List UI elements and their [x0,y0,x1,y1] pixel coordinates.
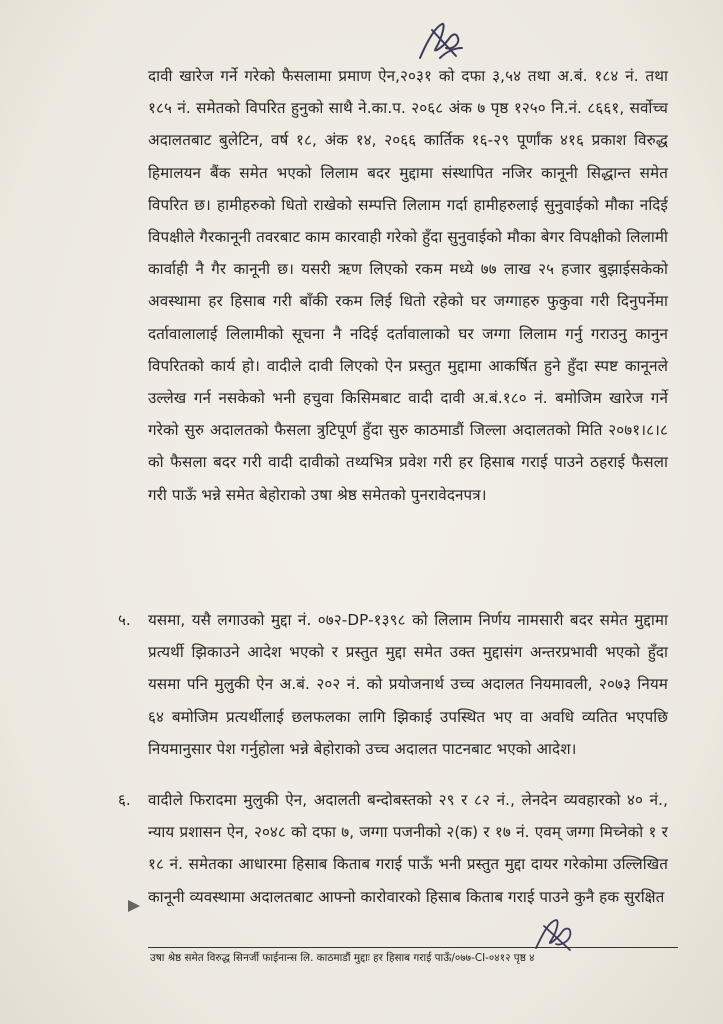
page-footer: उषा श्रेष्ठ समेत विरुद्ध सिनर्जी फाईनान्स लि. काठमाडौं मुद्दाः हर हिसाब गराई पाऊँ/०७७-CI-०४१२ पृष्ठ ४ [150,952,535,964]
paragraph-continued: दावी खारेज गर्ने गरेको फैसलामा प्रमाण ऐन,२०३१ को दफा ३,५४ तथा अ.बं. १८४ नं. तथा १८५ नं. समेतको विपरित हुनुको साथै ने.का.प. २०६८ अंक ७ पृष्ठ १२५० नि.नं. ८६६१, सर्वोच्च अदालतबाट बुलेटिन, वर्ष १८, अंक १४, २०६६ कार्तिक १६-२९ पूर्णांक ४१६ प्रकाश विरुद्ध हिमालयन बैंक समेत भएको लिलाम बदर मुद्दामा संस्थापित नजिर कानूनी सिद्धान्त समेत विपरित छ। हामीहरुको धितो राखेको सम्पत्ति लिलाम गर्दा हामीहरुलाई सुनुवाईको मौका नदिई विपक्षीले गैरकानूनी तवरबाट काम कारवाही गरेको हुँदा सुनुवाईको मौका बेगर विपक्षीको लिलामी कार्वाही नै गैर कानूनी छ। यसरी ऋण लिएको रकम मध्ये ७७ लाख २५ हजार बुझाईसकेको अवस्थामा हर हिसाब गरी बाँकी रकम लिई धितो रहेको घर जग्गाहरु फुकुवा गरी दिनुपर्नेमा दर्तावालालाई लिलामीको सूचना नै नदिई दर्तावालाको घर जग्गा लिलाम गर्नु गराउनु कानुन विपरितको कार्य हो। वादीले दावी लिएको ऐन प्रस्तुत मुद्दामा आकर्षित हुने हुँदा स्पष्ट कानूनले उल्लेख गर्न नसकेको भनी हचुवा किसिमबाट वादी दावी अ.बं.१८० नं. बमोजिम खारेज गर्ने गरेको सुरु अदालतको फैसला त्रुटिपूर्ण हुँदा सुरु काठमाडौं जिल्ला अदालतको मिति २०७१।८।८ को फैसला बदर गरी वादी दावीको तथ्यभित्र प्रवेश गरी हर हिसाब गराई पाउने ठहराई फैसला गरी पाऊँ भन्ने समेत बेहोराको उषा श्रेष्ठ समेतको पुनरावेदनपत्र। [148,67,668,504]
item-5-number: ५. [118,611,131,629]
signature-initials [412,18,468,66]
item-6-text: वादीले फिरादमा मुलुकी ऐन, अदालती बन्दोबस्तको २९ र ८२ नं., लेनदेन व्यवहारको ४० नं., न्याय प्रशासन ऐन, २०४८ को दफा ७, जग्गा पजनीको २(क) र १७ नं. एवम् जग्गा मिच्नेको १ र १८ नं. समेतका आधारमा हिसाब किताब गराई पाऊँ भनी प्रस्तुत मुद्दा दायर गरेकोमा उल्लिखित कानूनी व्यवस्थामा अदालतबाट आफ्नो कारोवारको हिसाब किताब गराई पाउने कुनै हक सुरक्षित [148,791,668,906]
footer-divider [148,947,678,948]
pen-arrow-mark [124,894,148,918]
item-6-number: ६. [118,791,131,809]
signature-bottom [530,912,580,956]
item-5-text: यसमा, यसै लगाउको मुद्दा नं. ०७२-DP-१३९८ को लिलाम निर्णय नामसारी बदर समेत मुद्दामा प्रत्यर्थी झिकाउने आदेश भएको र प्रस्तुत मुद्दा समेत उक्त मुद्दासंग अन्तरप्रभावी भएको हुँदा यसमा पनि मुलुकी ऐन अ.बं. २०२ नं. को प्रयोजनार्थ उच्च अदालत नियमावली, २०७३ नियम ६४ बमोजिम प्रत्यर्थीलाई छलफलका लागि झिकाई उपस्थित भए वा अवधि व्यतित भएपछि नियमानुसार पेश गर्नुहोला भन्ने बेहोराको उच्च अदालत पाटनबाट भएको आदेश। [148,611,668,758]
